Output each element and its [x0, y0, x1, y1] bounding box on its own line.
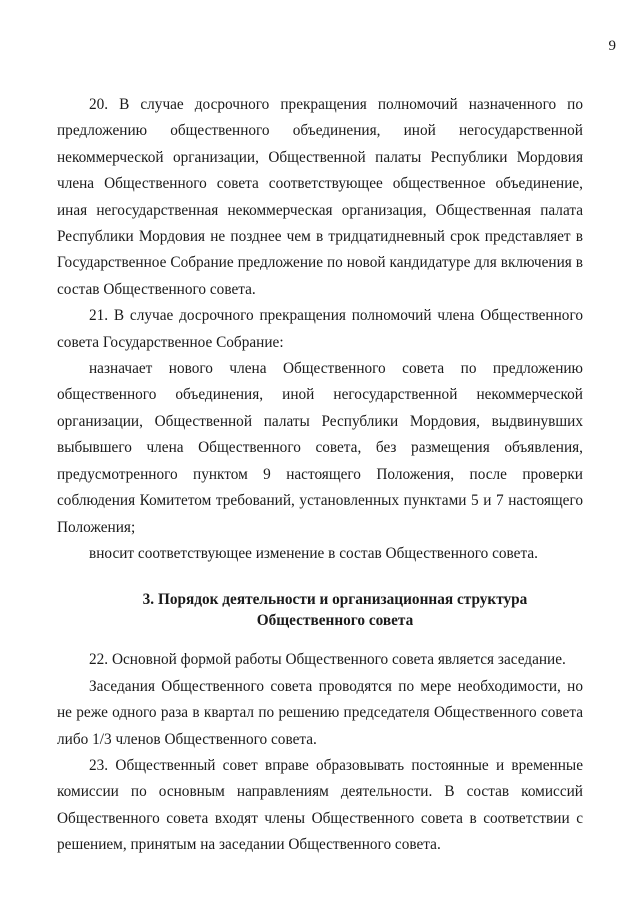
paragraph-20: 20. В случае досрочного прекращения полномочий назначенного по предложению общественного объединения, иной негосударственной некоммерческой организации, Общественной палаты Республики Мордовия члена Общественного совета соответствующее общественное объединение, иная негосударственная некоммерческая организация, Общественная палата Республики Мордовия не позднее чем в тридцатидневный срок представляет в Государственное Собрание предложение по новой кандидатуре для включения в состав Общественного совета. — [57, 96, 583, 298]
paragraph-21-item-amend: вносит соответствующее изменение в состав Общественного совета. — [89, 544, 538, 562]
section-heading — [57, 589, 583, 631]
section-heading-line-1: 3. Порядок деятельности и организационная структура — [142, 591, 528, 609]
paragraph-22: 22. Основной формой работы Общественного совета является заседание. — [89, 651, 566, 669]
paragraph-21-item-appoint: назначает нового члена Общественного совета по предложению общественного объединения, иной негосударственной некоммерческой организации, Общественной палаты Республики Мордовия, выдвинувших выбывшего члена Общественного совета, без размещения объявления, предусмотренного пунктом 9 настоящего Положения, после проверки соблюдения Комитетом требований, установленных пунктами 5 и 7 настоящего Положения; — [57, 360, 583, 536]
paragraph-22-meetings: Заседания Общественного совета проводятся по мере необходимости, но не реже одного раза в квартал по решению председателя Общественного совета либо 1/3 членов Общественного совета. — [57, 677, 583, 748]
document-body — [57, 92, 583, 859]
paragraph-23: 23. Общественный совет вправе образовывать постоянные и временные комиссии по основным направлениям деятельности. В состав комиссий Общественного совета входят члены Общественного совета в соответствии с решением, принятым на заседании Общественного совета. — [57, 756, 583, 854]
section-heading-line-2: Общественного совета — [256, 612, 414, 630]
page-number: 9 — [608, 38, 616, 54]
paragraph-21: 21. В случае досрочного прекращения полномочий члена Общественного совета Государственное Собрание: — [57, 307, 583, 351]
